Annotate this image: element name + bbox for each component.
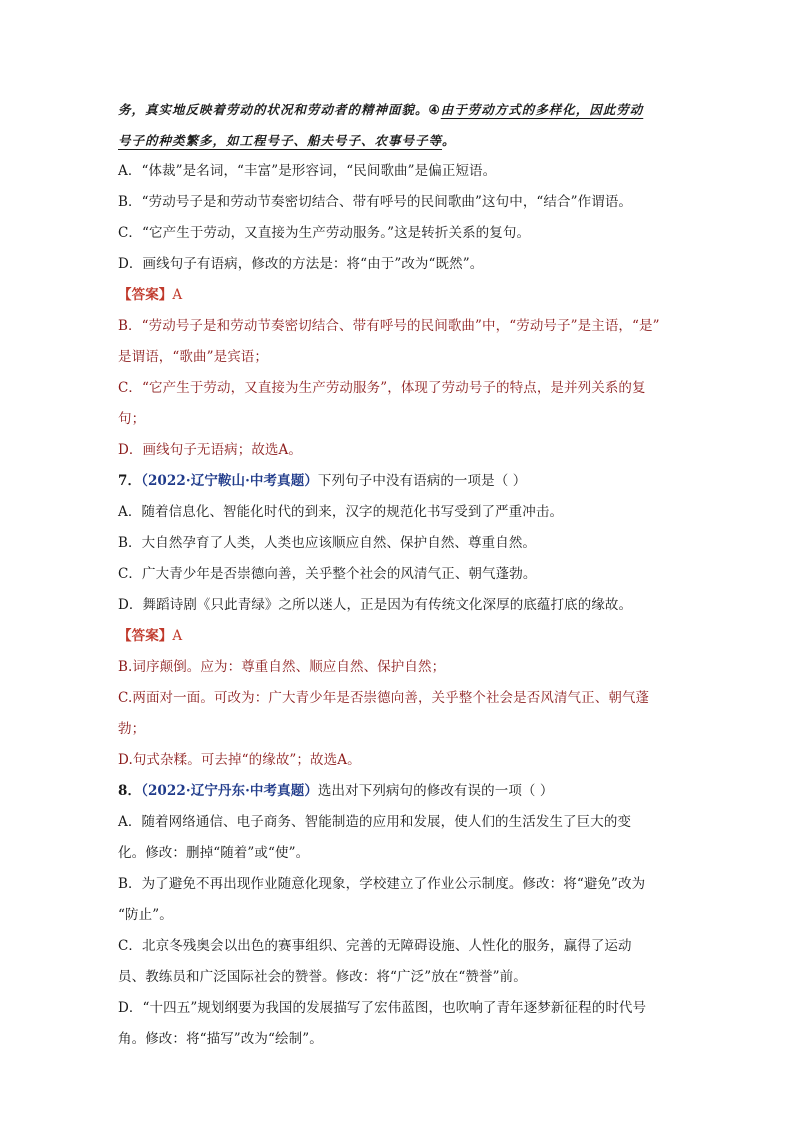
question-text: 选出对下列病句的修改有误的一项（ ） [317, 783, 554, 799]
option-c: C．广大青少年是否崇德向善，关乎整个社会的风清气正、朝气蓬勃。 [118, 566, 537, 582]
explanation-line: C.两面对一面。可改为：广大青少年是否崇德向善，关乎整个社会是否风清气正、朝气蓬 [118, 690, 650, 706]
option-c: C．“它产生于劳动，又直接为生产劳动服务。”这是转折关系的复句。 [118, 225, 531, 241]
passage-text: 。 [442, 133, 456, 148]
answer-line [118, 280, 678, 311]
question-stem [118, 776, 678, 807]
passage-text: 务，真实地反映着劳动的状况和劳动者的精神面貌。 [118, 102, 429, 117]
option-a: A．“体裁”是名词，“丰富”是形容词，“民间歌曲”是偏正短语。 [118, 163, 497, 179]
question-source: （2022·辽宁丹东·中考真题） [141, 783, 318, 799]
option-b: B．“劳动号子是和劳动节奏密切结合、带有呼号的民间歌曲”这句中，“结合”作谓语。 [118, 194, 633, 210]
underlined-sentence: 由于劳动方式的多样化，因此劳动 [440, 102, 644, 117]
explanation-line: D．画线句子无语病；故选A。 [118, 442, 302, 458]
explanation-line: B.词序颠倒。应为：尊重自然、顺应自然、保护自然； [118, 659, 446, 675]
answer-label: 【答案】 [118, 287, 173, 303]
passage-line [118, 125, 678, 156]
passage-line [118, 94, 678, 125]
answer-value: A [172, 628, 183, 644]
question-source: （2022·辽宁鞍山·中考真题） [141, 473, 318, 489]
circled-number: ④ [428, 102, 441, 117]
underlined-sentence: 号子的种类繁多，如工程号子、船夫号子、农事号子等 [118, 133, 443, 148]
question-text: 下列句子中没有语病的一项是（ ） [317, 473, 527, 489]
option-b-line: B．为了避免不再出现作业随意化现象，学校建立了作业公示制度。修改：将“避免”改为 [118, 876, 646, 892]
option-c-line: C．北京冬残奥会以出色的赛事组织、完善的无障碍设施、人性化的服务，赢得了运动 [118, 938, 632, 954]
answer-value: A [172, 287, 183, 303]
explanation-line: 句； [118, 411, 146, 427]
option-a: A．随着信息化、智能化时代的到来，汉字的规范化书写受到了严重冲击。 [118, 504, 564, 520]
explanation-line: C．“它产生于劳动，又直接为生产劳动服务”，体现了劳动号子的特点，是并列关系的复 [118, 380, 646, 396]
question-stem [118, 466, 678, 497]
option-a-line: 化。修改：删掉“随着”或“使”。 [118, 845, 310, 861]
option-d: D．舞蹈诗剧《只此青绿》之所以迷人，正是因为有传统文化深厚的底蕴打底的缘故。 [118, 597, 633, 613]
option-a-line: A．随着网络通信、电子商务、智能制造的应用和发展，使人们的生活发生了巨大的变 [118, 814, 632, 830]
explanation-line: B．“劳动号子是和劳动节奏密切结合、带有呼号的民间歌曲”中，“劳动号子”是主语，“是” [118, 318, 660, 334]
option-d: D．画线句子有语病，修改的方法是：将“由于”改为“既然”。 [118, 256, 484, 272]
answer-line [118, 621, 678, 652]
question-number: 7． [118, 473, 142, 489]
option-d-line: 角。修改：将“描写”改为“绘制”。 [118, 1031, 323, 1047]
option-b-line: “防止”。 [118, 907, 173, 923]
option-d-line: D．“十四五”规划纲要为我国的发展描写了宏伟蓝图，也吹响了青年逐梦新征程的时代号 [118, 1000, 647, 1016]
document-page [118, 94, 678, 1055]
option-c-line: 员、教练员和广泛国际社会的赞誉。修改：将“广泛”放在“赞誉”前。 [118, 969, 527, 985]
option-b: B．大自然孕育了人类，人类也应该顺应自然、保护自然、尊重自然。 [118, 535, 537, 551]
answer-label: 【答案】 [118, 628, 173, 644]
explanation-line: D.句式杂糅。可去掉“的缘故”；故选A。 [118, 752, 361, 768]
explanation-line: 勃； [118, 721, 146, 737]
question-number: 8． [118, 783, 142, 799]
explanation-line: 是谓语，“歌曲”是宾语； [118, 349, 269, 365]
